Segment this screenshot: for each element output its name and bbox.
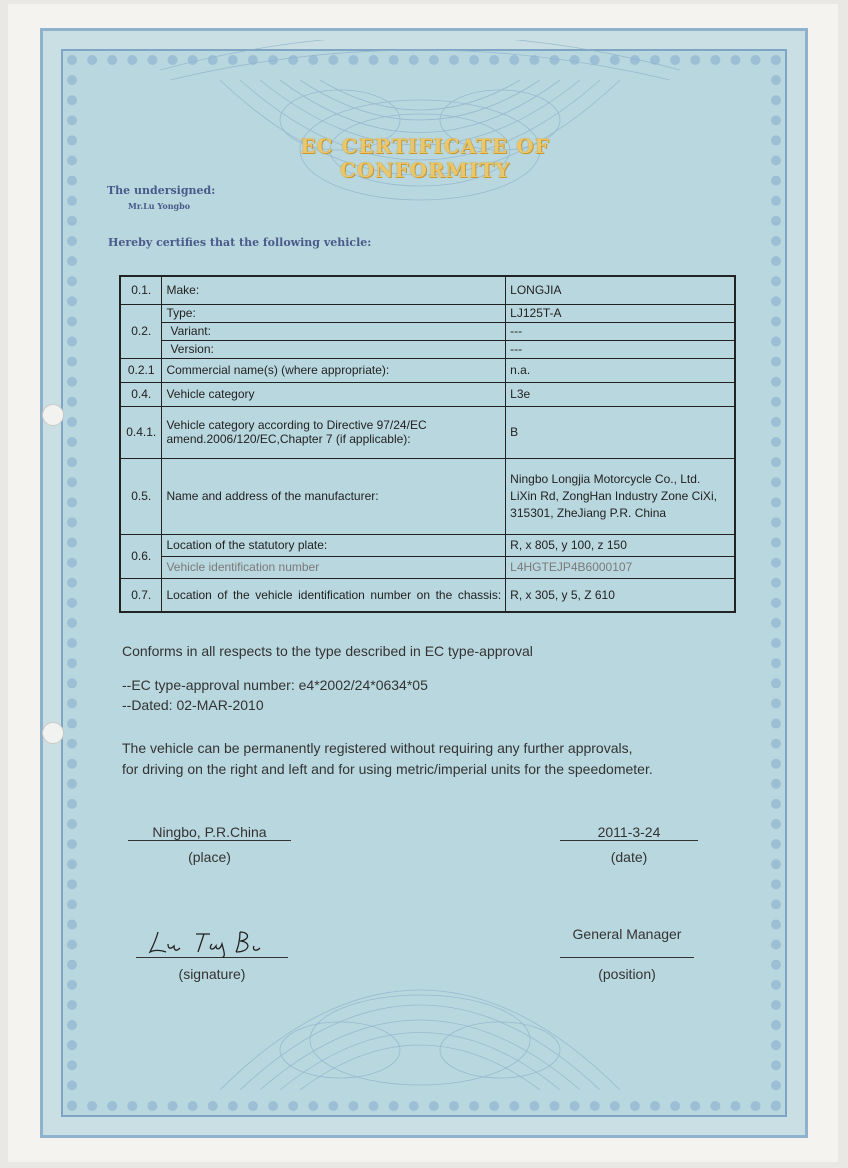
date-label: (date)	[610, 849, 648, 865]
vehicle-spec-table	[119, 275, 736, 613]
place-value: Ningbo, P.R.China	[128, 824, 291, 841]
registration-note	[122, 738, 653, 780]
row-number: 0.7.	[120, 578, 162, 612]
row-value: Ningbo Longjia Motorcycle Co., Ltd. LiXin Rd, ZongHan Industry Zone CiXi, 315301, ZheJiang P.R. China	[506, 458, 735, 534]
row-label: Name and address of the manufacturer:	[162, 458, 506, 534]
row-value: n.a.	[506, 358, 735, 382]
conformity-statement: Conforms in all respects to the type described in EC type-approval	[122, 643, 533, 659]
row-value: R, x 305, y 5, Z 610	[506, 578, 735, 612]
row-label: Commercial name(s) (where appropriate):	[162, 358, 506, 382]
row-label: Type:	[162, 304, 506, 322]
row-label: Variant:	[162, 322, 506, 340]
handwritten-signature	[136, 926, 288, 958]
row-label: Vehicle category according to Directive 97/24/EC amend.2006/120/EC,Chapter 7 (if applicable):	[162, 406, 506, 458]
place-label: (place)	[188, 849, 231, 865]
row-value: R, x 805, y 100, z 150	[506, 534, 735, 556]
registration-note-line-1: The vehicle can be permanently registered without requiring any further approvals,	[122, 740, 633, 756]
row-value: ---	[506, 340, 735, 358]
table-row	[120, 340, 735, 358]
row-value: LONGJIA	[506, 276, 735, 304]
punch-hole-upper	[42, 404, 64, 426]
table-row	[120, 382, 735, 406]
table-row	[120, 322, 735, 340]
position-block	[560, 926, 694, 982]
row-label: Vehicle category	[162, 382, 506, 406]
position-value: General Manager	[560, 926, 694, 958]
table-row	[120, 458, 735, 534]
certificate-title: EC CERTIFICATE OF CONFORMITY	[300, 134, 550, 182]
signature-block	[136, 926, 288, 982]
position-label: (position)	[598, 966, 656, 982]
date-value: 2011-3-24	[560, 824, 698, 841]
row-label: Location of the vehicle identification number on the chassis:	[162, 578, 506, 612]
approval-details	[122, 675, 428, 715]
date-block	[560, 824, 698, 865]
row-value: ---	[506, 322, 735, 340]
row-label: Version:	[162, 340, 506, 358]
table-row	[120, 534, 735, 556]
row-number: 0.2.	[120, 304, 162, 358]
row-value: LJ125T-A	[506, 304, 735, 322]
row-value: L3e	[506, 382, 735, 406]
row-label: Location of the statutory plate:	[162, 534, 506, 556]
table-row	[120, 358, 735, 382]
registration-note-line-2: for driving on the right and left and for using metric/imperial units for the speedometer.	[122, 761, 653, 777]
approval-date: --Dated: 02-MAR-2010	[122, 697, 264, 713]
row-label: Make:	[162, 276, 506, 304]
row-number: 0.6.	[120, 534, 162, 578]
certifies-statement: Hereby certifies that the following vehicle:	[108, 236, 372, 249]
place-block	[128, 824, 291, 865]
table-row	[120, 556, 735, 578]
row-label: Vehicle identification number	[162, 556, 506, 578]
row-value: B	[506, 406, 735, 458]
table-row	[120, 276, 735, 304]
table-row	[120, 578, 735, 612]
table-row	[120, 406, 735, 458]
row-number: 0.4.1.	[120, 406, 162, 458]
row-number: 0.2.1	[120, 358, 162, 382]
undersigned-label: The undersigned:	[107, 184, 216, 197]
row-number: 0.5.	[120, 458, 162, 534]
punch-hole-lower	[42, 722, 64, 744]
row-number: 0.1.	[120, 276, 162, 304]
approval-number: --EC type-approval number: e4*2002/24*0634*05	[122, 677, 428, 693]
row-value: L4HGTEJP4B6000107	[506, 556, 735, 578]
undersigned-name: Mr.Lu Yongbo	[128, 201, 191, 211]
table-row	[120, 304, 735, 322]
signature-label: (signature)	[178, 966, 246, 982]
row-number: 0.4.	[120, 382, 162, 406]
